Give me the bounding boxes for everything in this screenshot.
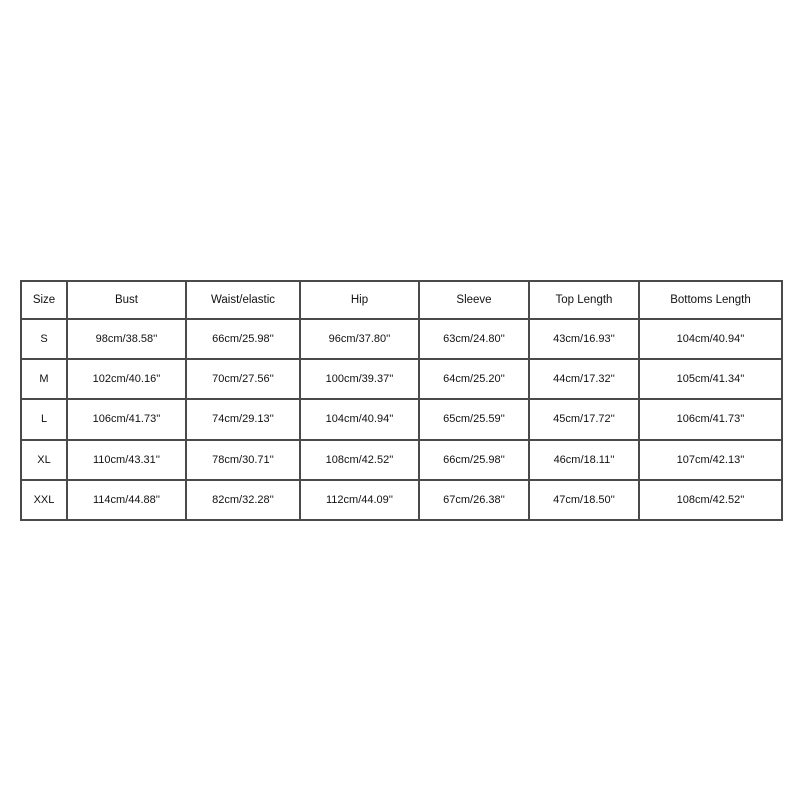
cell-hip: 112cm/44.09'' (300, 480, 419, 520)
table-header (21, 281, 782, 319)
cell-size: L (21, 399, 67, 439)
cell-waist: 74cm/29.13'' (186, 399, 300, 439)
cell-size: S (21, 319, 67, 359)
header-size: Size (21, 281, 67, 319)
table-row (21, 359, 782, 399)
cell-waist: 78cm/30.71'' (186, 440, 300, 480)
cell-hip: 104cm/40.94'' (300, 399, 419, 439)
header-waist: Waist/elastic (186, 281, 300, 319)
cell-hip: 100cm/39.37'' (300, 359, 419, 399)
cell-bust: 114cm/44.88'' (67, 480, 186, 520)
header-bottoms-length: Bottoms Length (639, 281, 782, 319)
size-chart-table (20, 280, 783, 521)
cell-hip: 108cm/42.52'' (300, 440, 419, 480)
cell-bust: 102cm/40.16'' (67, 359, 186, 399)
header-top-length: Top Length (529, 281, 639, 319)
cell-bottoms-length: 108cm/42.52'' (639, 480, 782, 520)
header-sleeve: Sleeve (419, 281, 529, 319)
cell-top-length: 43cm/16.93'' (529, 319, 639, 359)
cell-bottoms-length: 105cm/41.34'' (639, 359, 782, 399)
table-row (21, 319, 782, 359)
cell-hip: 96cm/37.80'' (300, 319, 419, 359)
cell-sleeve: 65cm/25.59'' (419, 399, 529, 439)
cell-bottoms-length: 106cm/41.73'' (639, 399, 782, 439)
table-row (21, 440, 782, 480)
cell-waist: 82cm/32.28'' (186, 480, 300, 520)
table-row (21, 480, 782, 520)
header-bust: Bust (67, 281, 186, 319)
cell-size: XXL (21, 480, 67, 520)
cell-top-length: 44cm/17.32'' (529, 359, 639, 399)
cell-bottoms-length: 107cm/42.13'' (639, 440, 782, 480)
cell-waist: 66cm/25.98'' (186, 319, 300, 359)
cell-waist: 70cm/27.56'' (186, 359, 300, 399)
cell-size: M (21, 359, 67, 399)
cell-bottoms-length: 104cm/40.94'' (639, 319, 782, 359)
cell-size: XL (21, 440, 67, 480)
table-row (21, 399, 782, 439)
cell-sleeve: 64cm/25.20'' (419, 359, 529, 399)
cell-top-length: 46cm/18.11'' (529, 440, 639, 480)
cell-top-length: 45cm/17.72'' (529, 399, 639, 439)
cell-bust: 106cm/41.73'' (67, 399, 186, 439)
cell-sleeve: 63cm/24.80'' (419, 319, 529, 359)
cell-sleeve: 66cm/25.98'' (419, 440, 529, 480)
table-body (21, 319, 782, 520)
header-row (21, 281, 782, 319)
cell-top-length: 47cm/18.50'' (529, 480, 639, 520)
cell-sleeve: 67cm/26.38'' (419, 480, 529, 520)
cell-bust: 98cm/38.58'' (67, 319, 186, 359)
header-hip: Hip (300, 281, 419, 319)
cell-bust: 110cm/43.31'' (67, 440, 186, 480)
